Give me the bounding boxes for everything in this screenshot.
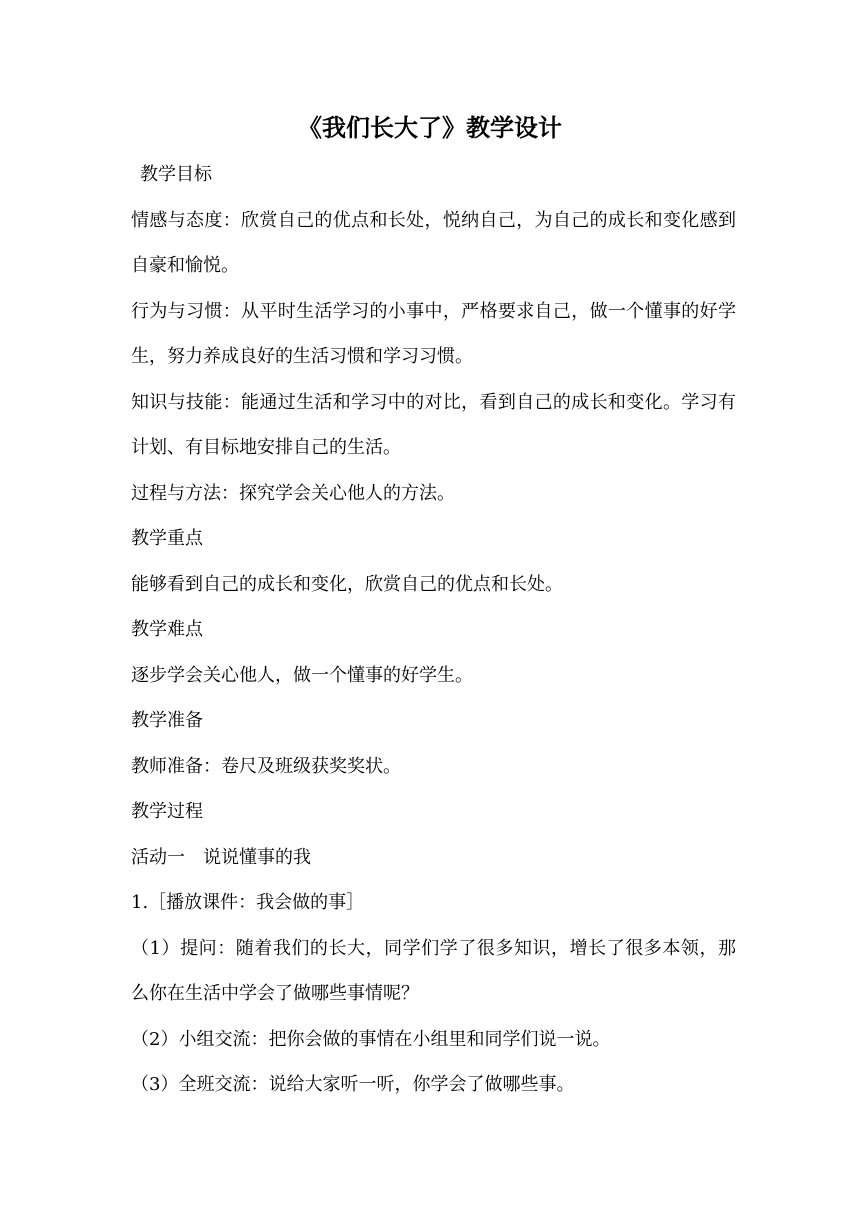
- document-body: [131, 152, 736, 1108]
- document-title: 《我们长大了》教学设计: [298, 114, 562, 142]
- paragraph-knowledge-skills: 知识与技能：能通过生活和学习中的对比，看到自己的成长和变化。学习有计划、有目标地安排自己的生活。: [131, 391, 736, 458]
- section-heading-key-points: 教学重点: [131, 528, 203, 549]
- paragraph-difficulties: 逐步学会关心他人，做一个懂事的好学生。: [131, 664, 473, 686]
- paragraph-key-points: 能够看到自己的成长和变化，欣赏自己的优点和长处。: [131, 573, 563, 595]
- section-heading-process: 教学过程: [131, 801, 203, 822]
- section-heading-objectives: 教学目标: [140, 164, 212, 185]
- step-one-courseware: 1.［播放课件：我会做的事］: [131, 892, 365, 913]
- sub-step-group-discussion: （2）小组交流：把你会做的事情在小组里和同学们说一说。: [131, 1028, 611, 1050]
- section-heading-preparation: 教学准备: [131, 710, 203, 731]
- section-heading-difficulties: 教学难点: [131, 619, 203, 640]
- sub-step-question: （1）提问：随着我们的长大，同学们学了很多知识，增长了很多本领，那么你在生活中学会了做哪些事情呢？: [131, 937, 736, 1004]
- paragraph-behavior-habits: 行为与习惯：从平时生活学习的小事中，严格要求自己，做一个懂事的好学生，努力养成良好的生活习惯和学习习惯。: [131, 300, 736, 367]
- paragraph-preparation: 教师准备：卷尺及班级获奖奖状。: [131, 755, 401, 777]
- sub-step-class-discussion: （3）全班交流：说给大家听一听，你学会了做哪些事。: [131, 1074, 575, 1095]
- paragraph-process-method: 过程与方法：探究学会关心他人的方法。: [131, 482, 455, 504]
- activity-one-heading: 活动一 说说懂事的我: [131, 846, 311, 868]
- paragraph-emotion-attitude: 情感与态度：欣赏自己的优点和长处，悦纳自己，为自己的成长和变化感到自豪和愉悦。: [131, 209, 736, 276]
